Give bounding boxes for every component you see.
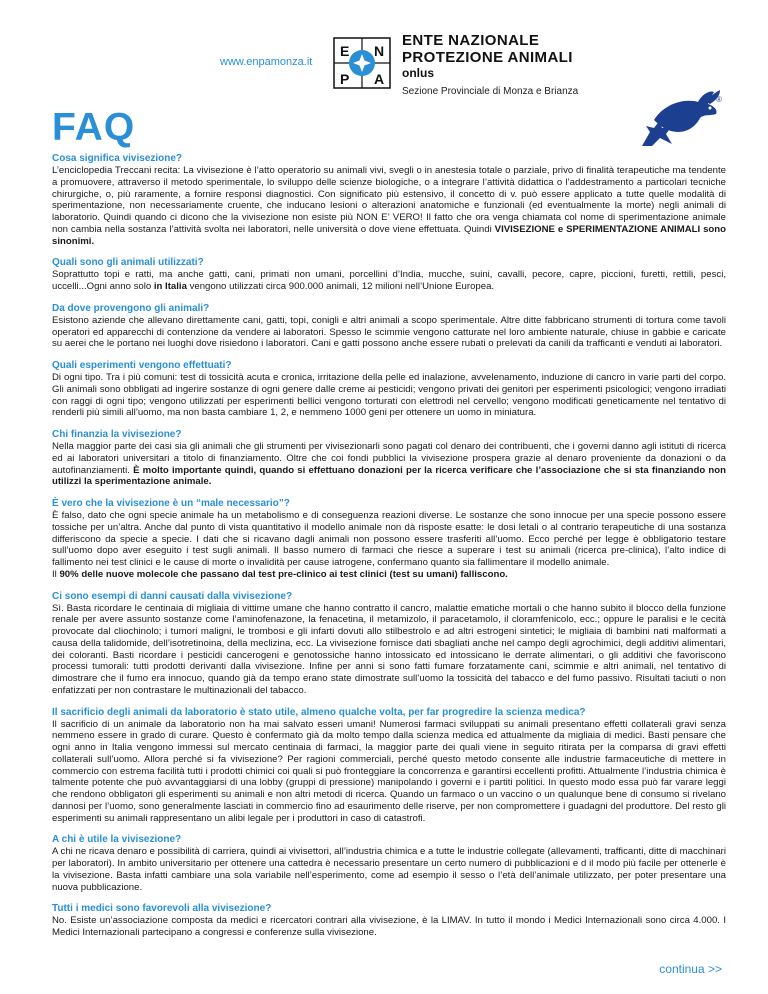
faq-question: Il sacrificio degli animali da laboratorio è stato utile, almeno qualche volta, per far progredire la scienza medica?: [52, 706, 586, 718]
faq-answer: È falso, dato che ogni specie animale ha un metabolismo e di conseguenza reazioni diverse. Le sostanze che sono innocue per una specie possono essere tossiche per un’altra. Anche dal punto di vista quantitativo il modello animale non dà risposte esatte: le dosi letali o al contrario terapeutiche di una sostanza differiscono da specie a specie. I dati che si ricavano dagli animali non possono essere trasferiti all’uomo. Ecco perché per legge è obbligatorio testare sull’uomo dopo aver eseguito i test sugli animali. Il basso numero di farmaci che riesce a superare i test su animali (ricerca pre-clinica), l’alto indice di fallimento nei test clinici e le cause di morte o invalidità per cause iatrogene, confermano quanto sia fallimentare il modello animale. Il 90% delle nuove molecole che passano dal test pre-clinico ai test clinici (test su umani) falliscono.: [52, 510, 726, 580]
logo-letter-a: A: [374, 71, 385, 87]
organization-name: [402, 32, 573, 81]
org-name-line2: PROTEZIONE ANIMALI: [402, 49, 573, 66]
faq-item: [52, 707, 726, 825]
faq-answer: Soprattutto topi e ratti, ma anche gatti, cani, primati non umani, porcellini d’India, mucche, suini, cavalli, pecore, capre, piccioni, furetti, rettili, pesci, uccelli...Ogni anno solo in Italia vengono utilizzati circa 900.000 animali, 12 milioni nell’Unione Europea.: [52, 269, 726, 292]
registered-mark: ®: [716, 95, 722, 104]
logo-letter-e: E: [340, 43, 350, 59]
enpa-logo: [333, 37, 391, 89]
logo-letter-n: N: [374, 43, 385, 59]
faq-item: [52, 498, 726, 581]
org-type: onlus: [402, 66, 434, 80]
faq-item: [52, 153, 726, 247]
faq-question: A chi è utile la vivisezione?: [52, 834, 182, 846]
faq-answer: Di ogni tipo. Tra i più comuni: test di tossicità acuta e cronica, irritazione della pelle ed inalazione, avvelenamento, induzione di cancro in varie parti del corpo. Gli animali sono obbligati ad ingerire sostanze di ogni genere dalle creme ai pesticidi; vengono privati dei genitori per esperimenti psicologici; vengono irradiati con raggi di ogni tipo; vengono utilizzati per esperimenti bellici vengono torturati con elettrodi nel cervello; vengono modificati geneticamente nel tentativo di renderli più simili all’uomo, ma non basta cambiare 1, 2, e nemmeno 1000 geni per ottenere un uomo in miniatura.: [52, 372, 726, 419]
logo-letter-p: P: [340, 71, 350, 87]
faq-question: È vero che la vivisezione è un “male necessario”?: [52, 498, 290, 509]
section-name: Sezione Provinciale di Monza e Brianza: [402, 86, 579, 97]
page-title: FAQ: [52, 106, 136, 149]
faq-item: [52, 591, 726, 697]
faq-question: Chi finanzia la vivisezione?: [52, 429, 182, 440]
faq-question: Tutti i medici sono favorevoli alla vivisezione?: [52, 903, 272, 915]
faq-question: Ci sono esempi di danni causati dalla vivisezione?: [52, 590, 293, 602]
faq-question: Quali esperimenti vengono effettuati?: [52, 360, 232, 371]
faq-item: [52, 429, 726, 488]
faq-answer: Esistono aziende che allevano direttamente cani, gatti, topi, conigli e altri animali a scopo sperimentale. Altre ditte fabbricano strumenti di tortura come tavoli operatori ed apparecchi di contenzione da vendere ai laboratori. Spesso le scimmie vengono catturate nel loro ambiente naturale, chiuse in gabbie e caricate su aerei che le portano nei luoghi dove risiedono i laboratori. Cani e gatti possono anche essere rubati o prelevati da canili da trafficanti e venduti ai laboratori.: [52, 314, 726, 350]
faq-item: [52, 257, 726, 293]
faq-list: [52, 153, 726, 949]
faq-item: [52, 360, 726, 419]
faq-answer: Nella maggior parte dei casi sia gli animali che gli strumenti per vivisezionarli sono pagati col denaro dei contribuenti, che i governi danno agli istituti di ricerca ed ai laboratori universitari a titolo di finanziamento. Oltre che coi fondi pubblici la vivisezione prospera grazie al denaro proveniente da donazioni o da autofinanziamenti. È molto importante quindi, quando si effettuano donazioni per la ricerca verificare che l’associazione che si sta finanziando non utilizzi la sperimentazione animale.: [52, 441, 727, 488]
faq-answer: A chi ne ricava denaro e possibilità di carriera, quindi ai vivisettori, all’industria chimica e a tutte le industrie collegate (allevamenti, trafficanti, ditte di macchinari per laboratori). In ambito universitario per ottenere una cattedra è necessario presentare un certo numero di pubblicazioni e d il modo più facile per ottenerle è la vivisezione. Basta infatti cambiare una sola variabile nell’esperimento, come ad esempio il sesso o l’età dell’animale utilizzato, per poter presentare una nuova pubblicazione.: [52, 846, 726, 893]
org-name-line1: ENTE NAZIONALE: [402, 32, 540, 49]
continue-link[interactable]: continua >>: [659, 962, 722, 976]
faq-question: Quali sono gli animali utilizzati?: [52, 257, 204, 269]
leaping-bunny-icon: [640, 86, 724, 152]
faq-answer: L’enciclopedia Treccani recita: La vivisezione è l’atto operatorio su animali vivi, svegli o in anestesia totale o parziale, privo di finalità terapeutiche ma tendente a promuovere, attraverso il metodo sperimentale, lo sviluppo delle scienze biologiche, o a integrare l’attività didattica o l’addestramento a particolari tecniche chirurgiche, o, più raramente, a fornire responsi diagnostici. Con significato più estensivo, il concetto di v. può essere applicato a tutte quelle modalità di sperimentazione, non necessariamente cruente, che inducano lesioni o alterazioni anatomiche e funzionali (ed eventualmente la morte) negli animali di laboratorio. Quindi quando ci dicono che la vivisezione non esiste più NON E’ VERO! Il fatto che ora venga chiamata col nome di sperimentazione animale non cambia nella sostanza l’attività svolta nei laboratori, nelle università o dove viene effettuata. Quindi VIVISEZIONE e SPERIMENTAZIONE ANIMALI sono sinonimi.: [52, 165, 726, 247]
faq-question: Da dove provengono gli animali?: [52, 302, 210, 314]
faq-answer: Sì. Basta ricordare le centinaia di migliaia di vittime umane che hanno contratto il cancro, malattie ematiche mortali o che hanno subito il blocco della funzione renale per avere assunto sostanze come l’aminofenazone, la fenacetina, il metamizolo, il paracetamolo, il cloramfenicolo, ecc.; oppure le paralisi e le cecità provocate dal cliochinolo; i tumori maligni, le trombosi e gli infarti dovuti allo stilbestrolo e ad altri estrogeni sintetici; le migliaia di bambini nati malformati a causa della talidomide, dell’isotretinoina, della meclizina, ecc. La vivisezione fornisce dati sbagliati anche nel campo degli agrochimici, degli additivi alimentari, dei coloranti. Basti ricordare i pesticidi cancerogeni e genotossiche hanno intossicato ed intossicano le derrate alimentari, o gli additivi che favoriscono processi tumorali: tutti prodotti derivanti dalla vivisezione. Infine per anni si sono fatti fumare forzatamente cani, scimmie e altri animali, nel tentativo di dimostrare che il fumo era innocuo, quando già da tempo erano state dimostrate sull’uomo la tossicità del tabacco e del fumo passivo. Risultati taciuti o non enfatizzati per non contrastare le multinazionali del tabacco.: [52, 602, 726, 696]
faq-item: [52, 903, 726, 939]
faq-answer: No. Esiste un’associazione composta da medici e ricercatori contrari alla vivisezione, è la LIMAV. In tutto il mondo i Medici Internazionali sono circa 4.000. I Medici Internazionali partecipano a congressi e conferenze sulla vivisezione.: [52, 915, 726, 938]
faq-item: [52, 303, 726, 350]
faq-answer: Il sacrificio di un animale da laboratorio non ha mai salvato esseri umani! Numerosi farmaci sviluppati su animali presentano effetti collaterali gravi senza nemmeno essere in grado di curare. Questo è confermato già da molto tempo dalla scienza medica ed attualmente da migliaia di medici. Basti pensare che ogni anno in Italia vengono immessi sul mercato centinaia di farmaci, la maggior parte dei quali viene in seguito ritirata per la comparsa di gravi effetti collaterali sull’uomo. Allora perché si fa vivisezione? Per ragioni commerciali, perché questo metodo consente alle industrie farmaceutiche di mettere in commercio con estrema facilità tutti i prodotti chimici coi quali si può fronteggiare la concorrenza e garantirsi eccellenti profitti. Attualmente l’industria chimica è talmente potente che può avvantaggiarsi di una lobby (gruppi di pressione) manipolando i governi e i partiti politici. In questo modo essa può far varare leggi che rendono obbligatori gli esperimenti su animali e non altri metodi di ricerca. Quando un farmaco o un vaccino o un qualunque bene di consumo si rivelano dannosi per l’uomo, sono generalmente lasciati in commercio fino ad esaurimento delle riserve, per non compromettere i guadagni del produttore. Del resto gli esperimenti su animali rappresentano un alibi legale per i produttori in caso di catastrofi.: [52, 718, 726, 824]
website-url[interactable]: www.enpamonza.it: [220, 56, 313, 68]
faq-item: [52, 834, 726, 893]
faq-question: Cosa significa vivisezione?: [52, 153, 183, 164]
